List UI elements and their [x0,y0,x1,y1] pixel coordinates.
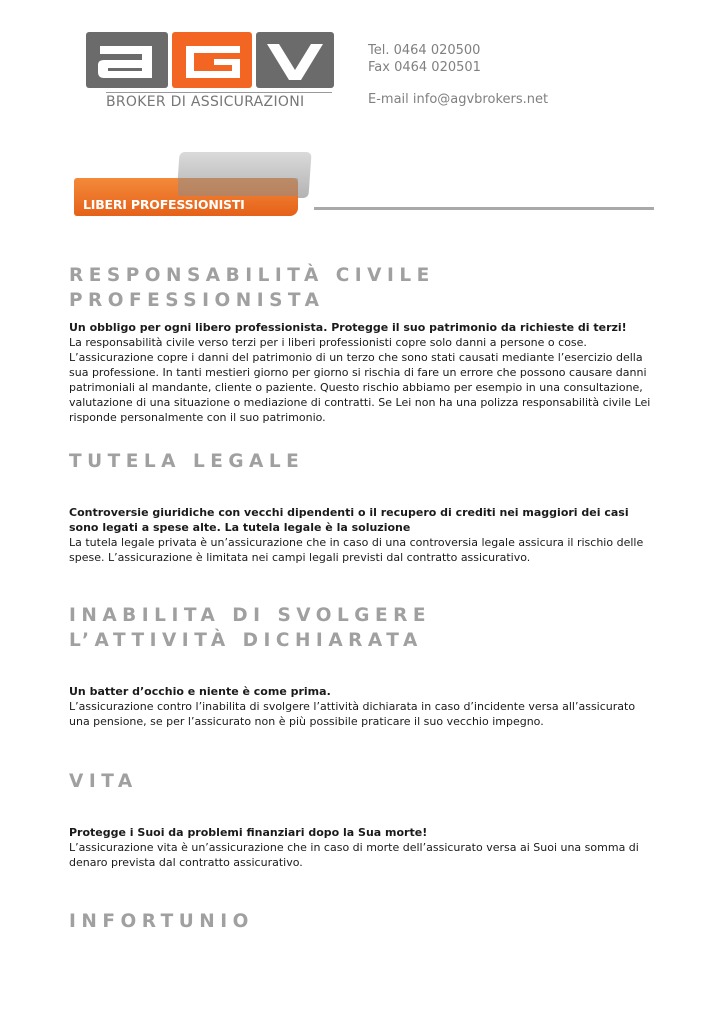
agv-logo [86,30,336,114]
banner-overlap [178,178,298,196]
section-text: La responsabilità civile verso terzi per i liberi professionisti copre solo danni a persone o cose. L’assicurazione copre i danni del patrimonio di un terzo che sono stati causati mediante l’esercizio della sua professione. In tanti mestieri giorno per giorno si rischia di fare un errore che possono causare danni patrimoniali al mandante, cliente o paziente. Questo rischio abbiamo per esempio in una consultazione, valutazione di una situazione o mediazione di contratti. Se Lei non ha una polizza responsabilità civile Lei risponde personalmente con il suo patrimonio. [69,336,651,424]
section-text: L’assicurazione contro l’inabilita di svolgere l’attività dichiarata in caso d’incidente versa all’assicurato una pensione, se per l’assicurato non è più possibile praticare il suo vecchio impegno. [69,700,636,728]
section-title: RESPONSABILITÀ CIVILE PROFESSIONISTA [69,265,435,311]
section-body [69,505,655,565]
section-title: TUTELA LEGALE [69,451,305,472]
section-text: La tutela legale privata è un’assicurazione che in caso di una controversia legale assicura il rischio delle spese. L’assicurazione è limitata nei campi legali previsti dal contratto assicurativo. [69,536,644,564]
banner-label: LIBERI PROFESSIONISTI [83,197,245,212]
section-lead: Un obbligo per ogni libero professionista. Protegge il suo patrimonio da richieste di terzi! [69,321,627,334]
phone-number: Tel. 0464 020500 [368,43,481,58]
section-body [69,825,655,870]
banner-rule [314,207,654,210]
section-lead: Controversie giuridiche con vecchi dipendenti o il recupero di crediti nei maggiori dei casi sono legati a spese alte. La tutela legale è la soluzione [69,506,629,534]
logo-subtitle: BROKER DI ASSICURAZIONI [106,94,305,110]
logo-divider [106,92,332,93]
contact-info [368,42,548,108]
category-banner [74,152,314,220]
fax-number: Fax 0464 020501 [368,60,481,75]
section-lead: Protegge i Suoi da problemi finanziari dopo la Sua morte! [69,826,428,839]
section-body [69,320,655,425]
section-text: L’assicurazione vita è un’assicurazione che in caso di morte dell’assicurato versa ai Suoi una somma di denaro prevista dal contratto assicurativo. [69,841,639,869]
section-title: INABILITA DI SVOLGERE L’ATTIVITÀ DICHIARATA [69,605,431,651]
email-address: E-mail info@agvbrokers.net [368,92,549,107]
section-title: VITA [69,771,138,792]
section-lead: Un batter d’occhio e niente è come prima. [69,685,331,698]
logo-blocks [86,30,334,88]
section-title: INFORTUNIO [69,911,254,932]
section-body [69,684,655,729]
